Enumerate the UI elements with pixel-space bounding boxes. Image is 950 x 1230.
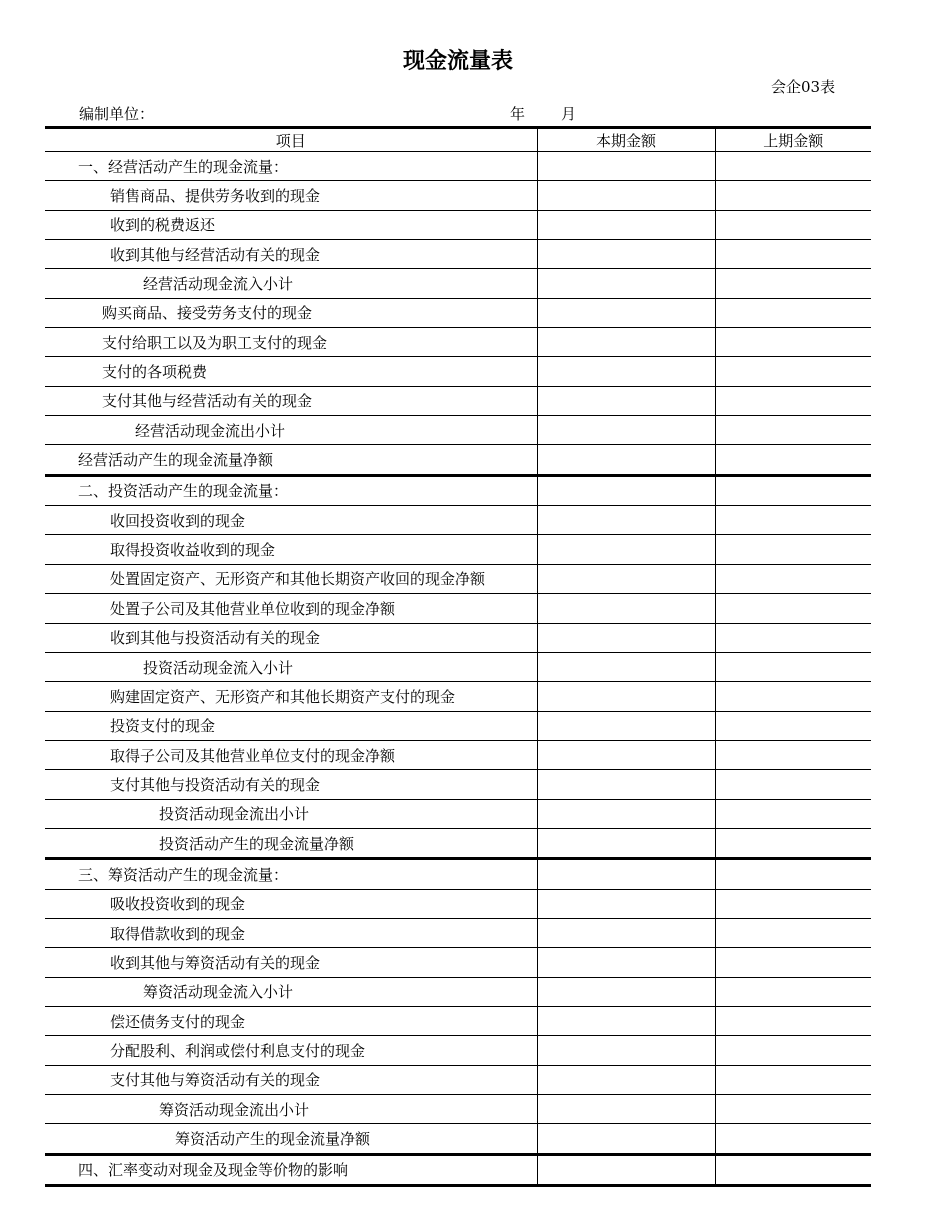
row-label: 处置固定资产、无形资产和其他长期资产收回的现金净额 (45, 564, 537, 593)
current-amount-cell[interactable] (537, 682, 715, 711)
table-row (45, 977, 871, 1006)
current-amount-cell[interactable] (537, 1154, 715, 1185)
previous-amount-cell[interactable] (715, 948, 871, 977)
row-label: 投资活动现金流入小计 (45, 652, 537, 681)
table-row (45, 859, 871, 889)
year-label: 年 (510, 105, 526, 123)
row-label: 四、汇率变动对现金及现金等价物的影响 (45, 1154, 537, 1185)
table-row (45, 1036, 871, 1065)
table-row (45, 328, 871, 357)
column-header-current: 本期金额 (537, 128, 715, 152)
table-row (45, 711, 871, 740)
current-amount-cell[interactable] (537, 594, 715, 623)
current-amount-cell[interactable] (537, 918, 715, 947)
table-header-row (45, 128, 871, 152)
current-amount-cell[interactable] (537, 506, 715, 535)
previous-amount-cell[interactable] (715, 298, 871, 327)
current-amount-cell[interactable] (537, 1065, 715, 1094)
table-row (45, 357, 871, 386)
current-amount-cell[interactable] (537, 416, 715, 445)
previous-amount-cell[interactable] (715, 1006, 871, 1035)
previous-amount-cell[interactable] (715, 918, 871, 947)
row-label: 购买商品、接受劳务支付的现金 (45, 298, 537, 327)
row-label: 经营活动现金流入小计 (45, 269, 537, 298)
previous-amount-cell[interactable] (715, 564, 871, 593)
table-row (45, 269, 871, 298)
previous-amount-cell[interactable] (715, 152, 871, 181)
previous-amount-cell[interactable] (715, 240, 871, 269)
previous-amount-cell[interactable] (715, 535, 871, 564)
table-row (45, 623, 871, 652)
current-amount-cell[interactable] (537, 475, 715, 505)
current-amount-cell[interactable] (537, 1124, 715, 1154)
current-amount-cell[interactable] (537, 240, 715, 269)
previous-amount-cell[interactable] (715, 506, 871, 535)
previous-amount-cell[interactable] (715, 682, 871, 711)
current-amount-cell[interactable] (537, 1095, 715, 1124)
previous-amount-cell[interactable] (715, 977, 871, 1006)
current-amount-cell[interactable] (537, 152, 715, 181)
previous-amount-cell[interactable] (715, 210, 871, 239)
table-row (45, 535, 871, 564)
row-label: 经营活动产生的现金流量净额 (45, 445, 537, 475)
row-label: 支付其他与筹资活动有关的现金 (45, 1065, 537, 1094)
current-amount-cell[interactable] (537, 977, 715, 1006)
table-row (45, 240, 871, 269)
row-label: 收到其他与筹资活动有关的现金 (45, 948, 537, 977)
previous-amount-cell[interactable] (715, 740, 871, 769)
row-label: 一、经营活动产生的现金流量： (45, 152, 537, 181)
previous-amount-cell[interactable] (715, 445, 871, 475)
row-label: 筹资活动产生的现金流量净额 (45, 1124, 537, 1154)
current-amount-cell[interactable] (537, 445, 715, 475)
table-row (45, 770, 871, 799)
row-label: 取得投资收益收到的现金 (45, 535, 537, 564)
previous-amount-cell[interactable] (715, 711, 871, 740)
row-label: 投资支付的现金 (45, 711, 537, 740)
current-amount-cell[interactable] (537, 357, 715, 386)
table-row (45, 828, 871, 858)
current-amount-cell[interactable] (537, 298, 715, 327)
previous-amount-cell[interactable] (715, 328, 871, 357)
month-label: 月 (561, 105, 577, 123)
row-label: 收回投资收到的现金 (45, 506, 537, 535)
row-label: 购建固定资产、无形资产和其他长期资产支付的现金 (45, 682, 537, 711)
current-amount-cell[interactable] (537, 623, 715, 652)
row-label: 筹资活动现金流出小计 (45, 1095, 537, 1124)
previous-amount-cell[interactable] (715, 269, 871, 298)
table-row (45, 1095, 871, 1124)
previous-amount-cell[interactable] (715, 594, 871, 623)
table-row (45, 181, 871, 210)
previous-amount-cell[interactable] (715, 828, 871, 858)
previous-amount-cell[interactable] (715, 770, 871, 799)
previous-amount-cell[interactable] (715, 475, 871, 505)
table-row (45, 948, 871, 977)
row-label: 收到的税费返还 (45, 210, 537, 239)
current-amount-cell[interactable] (537, 740, 715, 769)
row-label: 处置子公司及其他营业单位收到的现金净额 (45, 594, 537, 623)
previous-amount-cell[interactable] (715, 1036, 871, 1065)
page-title: 现金流量表 (402, 49, 513, 74)
table-row (45, 1124, 871, 1154)
current-amount-cell[interactable] (537, 948, 715, 977)
table-row (45, 682, 871, 711)
table-row (45, 416, 871, 445)
current-amount-cell[interactable] (537, 535, 715, 564)
previous-amount-cell[interactable] (715, 1065, 871, 1094)
current-amount-cell[interactable] (537, 269, 715, 298)
row-label: 经营活动现金流出小计 (45, 416, 537, 445)
current-amount-cell[interactable] (537, 328, 715, 357)
row-label: 取得借款收到的现金 (45, 918, 537, 947)
current-amount-cell[interactable] (537, 1006, 715, 1035)
table-row (45, 799, 871, 828)
column-header-previous: 上期金额 (715, 128, 871, 152)
current-amount-cell[interactable] (537, 889, 715, 918)
current-amount-cell[interactable] (537, 210, 715, 239)
current-amount-cell[interactable] (537, 181, 715, 210)
form-code: 会企03表 (771, 78, 836, 96)
current-amount-cell[interactable] (537, 386, 715, 415)
current-amount-cell[interactable] (537, 711, 715, 740)
table-row (45, 889, 871, 918)
previous-amount-cell[interactable] (715, 1095, 871, 1124)
previous-amount-cell[interactable] (715, 652, 871, 681)
current-amount-cell[interactable] (537, 859, 715, 889)
table-row (45, 506, 871, 535)
row-label: 取得子公司及其他营业单位支付的现金净额 (45, 740, 537, 769)
table-row (45, 210, 871, 239)
table-row (45, 652, 871, 681)
row-label: 收到其他与经营活动有关的现金 (45, 240, 537, 269)
current-amount-cell[interactable] (537, 652, 715, 681)
previous-amount-cell[interactable] (715, 416, 871, 445)
table-row (45, 1154, 871, 1185)
previous-amount-cell[interactable] (715, 889, 871, 918)
table-row (45, 1006, 871, 1035)
current-amount-cell[interactable] (537, 828, 715, 858)
cash-flow-table (45, 126, 871, 1187)
row-label: 收到其他与投资活动有关的现金 (45, 623, 537, 652)
table-body (45, 152, 871, 1186)
row-label: 销售商品、提供劳务收到的现金 (45, 181, 537, 210)
unit-label: 编制单位： (79, 105, 155, 123)
table-row (45, 594, 871, 623)
table-row (45, 152, 871, 181)
row-label: 偿还债务支付的现金 (45, 1006, 537, 1035)
row-label: 筹资活动现金流入小计 (45, 977, 537, 1006)
row-label: 支付的各项税费 (45, 357, 537, 386)
row-label: 二、投资活动产生的现金流量： (45, 475, 537, 505)
previous-amount-cell[interactable] (715, 799, 871, 828)
current-amount-cell[interactable] (537, 1036, 715, 1065)
previous-amount-cell[interactable] (715, 1124, 871, 1154)
table-row (45, 386, 871, 415)
row-label: 支付其他与经营活动有关的现金 (45, 386, 537, 415)
table-row (45, 564, 871, 593)
current-amount-cell[interactable] (537, 770, 715, 799)
row-label: 支付其他与投资活动有关的现金 (45, 770, 537, 799)
current-amount-cell[interactable] (537, 564, 715, 593)
previous-amount-cell[interactable] (715, 1154, 871, 1185)
previous-amount-cell[interactable] (715, 859, 871, 889)
table-row (45, 1065, 871, 1094)
table-row (45, 445, 871, 475)
row-label: 分配股利、利润或偿付利息支付的现金 (45, 1036, 537, 1065)
table-row (45, 918, 871, 947)
row-label: 支付给职工以及为职工支付的现金 (45, 328, 537, 357)
previous-amount-cell[interactable] (715, 357, 871, 386)
row-label: 三、筹资活动产生的现金流量： (45, 859, 537, 889)
previous-amount-cell[interactable] (715, 623, 871, 652)
current-amount-cell[interactable] (537, 799, 715, 828)
table-row (45, 475, 871, 505)
previous-amount-cell[interactable] (715, 181, 871, 210)
row-label: 吸收投资收到的现金 (45, 889, 537, 918)
row-label: 投资活动现金流出小计 (45, 799, 537, 828)
previous-amount-cell[interactable] (715, 386, 871, 415)
column-header-item: 项目 (45, 128, 537, 152)
table-row (45, 298, 871, 327)
row-label: 投资活动产生的现金流量净额 (45, 828, 537, 858)
table-row (45, 740, 871, 769)
